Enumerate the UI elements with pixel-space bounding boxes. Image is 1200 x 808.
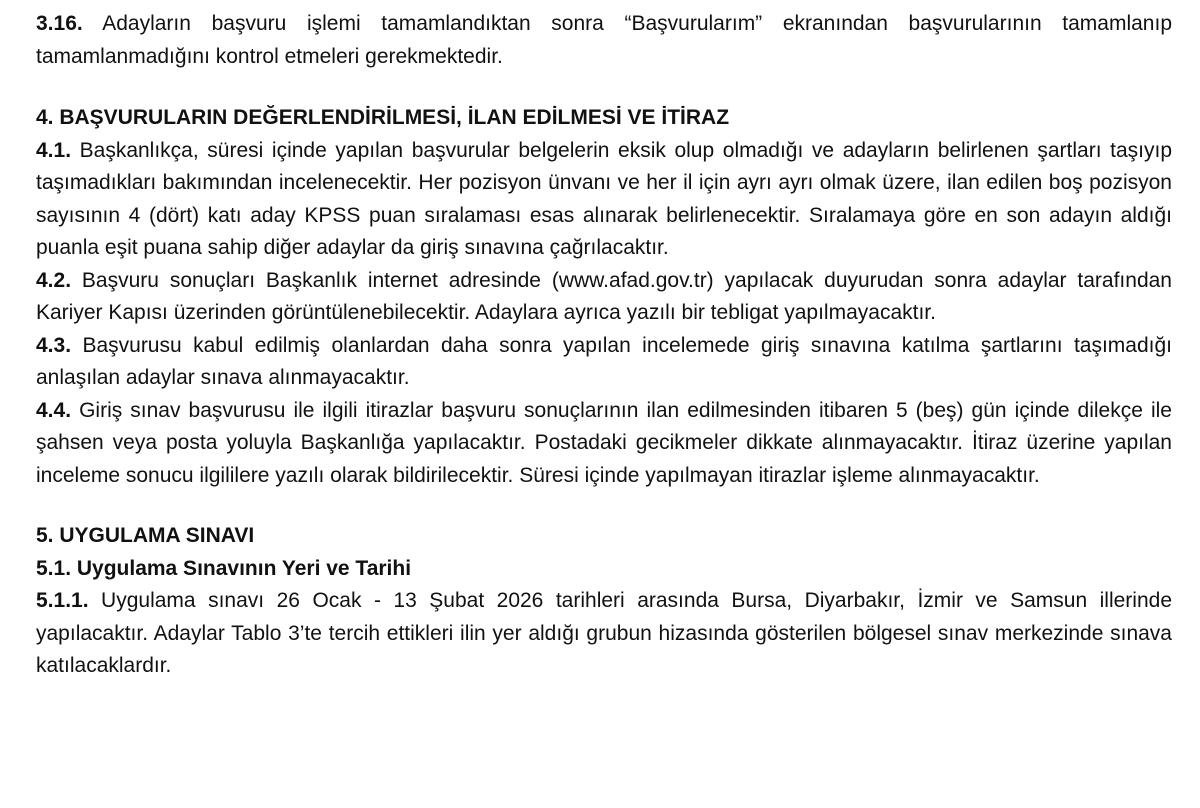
paragraph-text: Uygulama sınavı 26 Ocak - 13 Şubat 2026 tarihleri arasında Bursa, Diyarbakır, İzmir ve Samsun illerinde yapılacaktır. Adaylar Tablo 3’te tercih ettikleri ilin yer aldığı grubun hizasında gösterilen bölgesel sınav merkezinde sınava katılacaklardır. [36, 589, 1172, 677]
spacer [36, 73, 1172, 102]
paragraph-4-4 [36, 395, 1172, 493]
paragraph-text: Başkanlıkça, süresi içinde yapılan başvurular belgelerin eksik olup olmadığı ve adayların belirlenen şartları taşıyıp taşımadıkları bakımından incelenecektir. Her pozisyon ünvanı ve her il için ayrı ayrı olmak üzere, ilan edilen boş pozisyon sayısının 4 (dört) katı aday KPSS puan sıralaması esas alınarak belirlenecektir. Sıralamaya göre en son adayın aldığı puanla eşit puana sahip diğer adaylar da giriş sınavına çağrılacaktır. [36, 138, 1172, 259]
section-5-1-subheading: 5.1. Uygulama Sınavının Yeri ve Tarihi [36, 556, 412, 580]
paragraph-number: 4.4. [36, 398, 72, 422]
paragraph-number: 4.3. [36, 333, 72, 357]
paragraph-5-1-1 [36, 585, 1172, 683]
paragraph-text: Adayların başvuru işlemi tamamlandıktan sonra “Başvurularım” ekranından başvurularının tamamlanıp tamamlanmadığını kontrol etmeleri gerekmektedir. [36, 12, 1172, 68]
paragraph-4-3 [36, 330, 1172, 395]
paragraph-text: Giriş sınav başvurusu ile ilgili itirazlar başvuru sonuçlarının ilan edilmesinden itibaren 5 (beş) gün içinde dilekçe ile şahsen veya posta yoluyla Başkanlığa yapılacaktır. Postadaki gecikmeler dikkate alınmayacaktır. İtiraz üzerine yapılan inceleme sonucu ilgililere yazılı olarak bildirilecektir. Süresi içinde yapılmayan itirazlar işleme alınmayacaktır. [36, 398, 1172, 487]
spacer [36, 492, 1172, 520]
section-4-heading: 4. BAŞVURULARIN DEĞERLENDİRİLMESİ, İLAN EDİLMESİ VE İTİRAZ [36, 106, 730, 129]
paragraph-number: 4.2. [36, 268, 72, 292]
paragraph-4-1 [36, 135, 1172, 265]
paragraph-4-2 [36, 265, 1172, 330]
paragraph-3-16 [36, 8, 1172, 73]
section-5-heading: 5. UYGULAMA SINAVI [36, 524, 255, 547]
paragraph-number: 5.1.1. [36, 589, 89, 612]
paragraph-number: 3.16. [36, 12, 83, 35]
paragraph-text: Başvuru sonuçları Başkanlık internet adresinde (www.afad.gov.tr) yapılacak duyurudan sonra adaylar tarafından Kariyer Kapısı üzerinden görüntülenebilecektir. Adaylara ayrıca yazılı bir tebligat yapılmayacaktır. [36, 268, 1172, 324]
paragraph-text: Başvurusu kabul edilmiş olanlardan daha sonra yapılan incelemede giriş sınavına katılma şartlarını taşımadığı anlaşılan adaylar sınava alınmayacaktır. [36, 333, 1172, 389]
paragraph-number: 4.1. [36, 138, 72, 162]
